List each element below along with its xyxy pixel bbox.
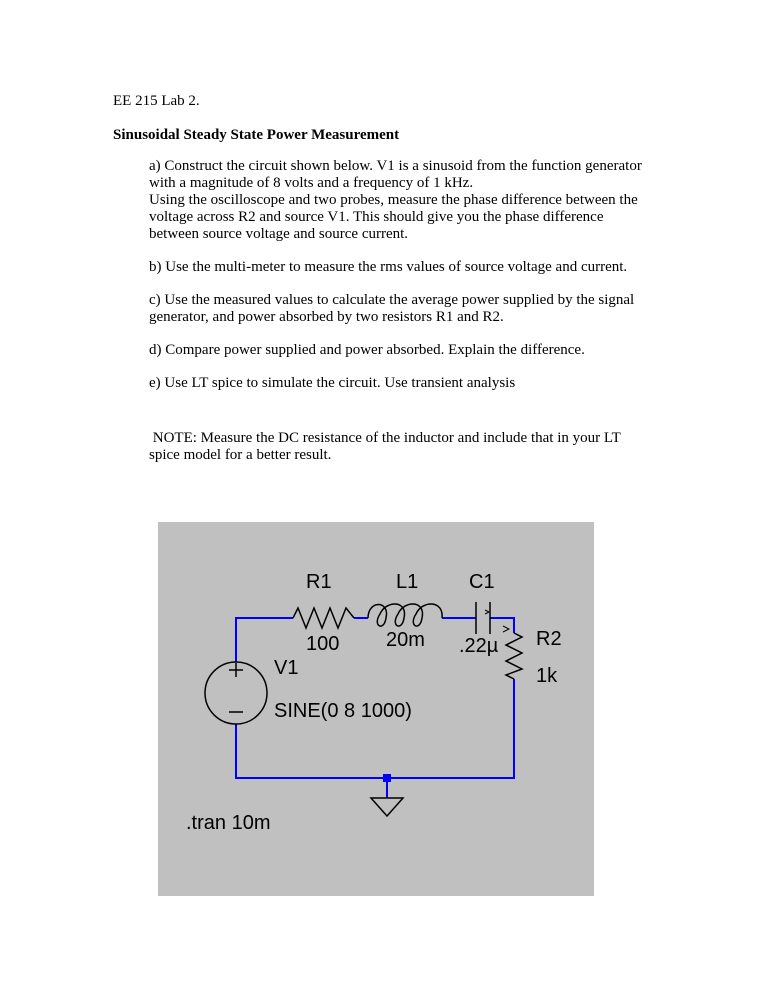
instruction-item-a — [149, 158, 659, 243]
document-title: EE 215 Lab 2. — [113, 93, 200, 109]
instruction-line: e) Use LT spice to simulate the circuit. Use transient analysis — [149, 375, 516, 391]
instruction-item-d — [149, 342, 659, 359]
note-paragraph — [149, 430, 659, 464]
note-line: NOTE: Measure the DC resistance of the inductor and include that in your LT — [149, 430, 621, 446]
wire-left-top — [236, 618, 293, 662]
r2-name-label: R2 — [536, 628, 562, 650]
probe-mark-r2 — [503, 626, 509, 632]
instruction-line: between source voltage and source current. — [149, 226, 409, 242]
r2-value-label: 1k — [536, 665, 558, 687]
instruction-item-c — [149, 292, 659, 326]
schematic-svg — [158, 522, 594, 896]
r1-name-label: R1 — [306, 571, 332, 593]
wire-c1-r2 — [490, 618, 514, 633]
c1-value-label: .22µ — [459, 635, 499, 657]
l1-name-label: L1 — [396, 571, 419, 593]
c1-name-label: C1 — [469, 571, 495, 593]
resistor-r2 — [506, 633, 522, 679]
circuit-schematic — [158, 522, 594, 896]
section-heading: Sinusoidal Steady State Power Measurement — [113, 127, 400, 143]
instruction-line: voltage across R2 and source V1. This should give you the phase difference — [149, 209, 604, 225]
instruction-line: b) Use the multi-meter to measure the rms values of source voltage and current. — [149, 259, 628, 275]
probe-markers — [485, 610, 509, 632]
inductor-l1 — [368, 604, 442, 626]
instruction-line: Using the oscilloscope and two probes, measure the phase difference between the — [149, 192, 638, 208]
instruction-item-b — [149, 259, 659, 276]
instruction-list — [149, 158, 659, 408]
resistor-r1 — [293, 608, 354, 628]
note-line: spice model for a better result. — [149, 447, 332, 463]
l1-value-label: 20m — [386, 629, 425, 651]
instruction-line: d) Compare power supplied and power absorbed. Explain the difference. — [149, 342, 585, 358]
ground-symbol — [371, 798, 403, 816]
instruction-line: c) Use the measured values to calculate the average power supplied by the signal — [149, 292, 635, 308]
instruction-item-e — [149, 375, 659, 392]
instruction-line: generator, and power absorbed by two resistors R1 and R2. — [149, 309, 504, 325]
v1-name-label: V1 — [274, 657, 299, 679]
wire-left-bottom — [236, 679, 514, 778]
ground-node-dot — [383, 774, 391, 782]
instruction-line: with a magnitude of 8 volts and a frequency of 1 kHz. — [149, 175, 474, 191]
transient-directive: .tran 10m — [186, 812, 271, 834]
v1-value-label: SINE(0 8 1000) — [274, 700, 412, 722]
probe-mark-c1 — [485, 610, 489, 614]
instruction-line: a) Construct the circuit shown below. V1 is a sinusoid from the function generator — [149, 158, 642, 174]
r1-value-label: 100 — [306, 633, 340, 655]
